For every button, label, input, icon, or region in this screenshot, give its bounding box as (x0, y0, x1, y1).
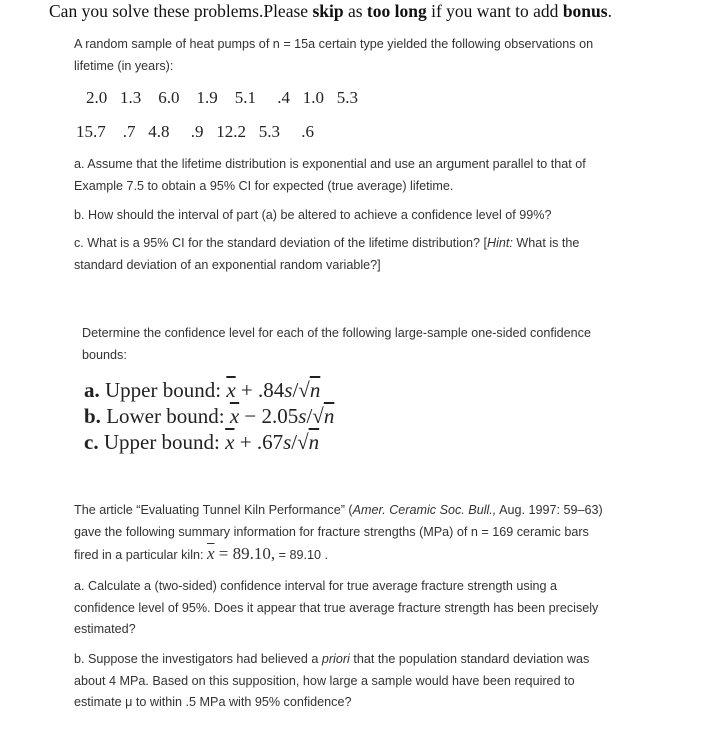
sqrt-icon: √n (298, 378, 321, 402)
problem1-c-line2: standard deviation of an exponential random variable?] (74, 257, 381, 272)
problem3-b-line1-post: that the population standard deviation was (349, 652, 590, 666)
problem1-intro-line2: lifetime (in years): (74, 58, 174, 73)
bound-b-s: s (298, 404, 307, 428)
bound-a-coef: .84 (258, 378, 285, 402)
bound-a-slash: / (292, 378, 299, 402)
bound-b-xbar: $\overline{x}$ (229, 404, 240, 428)
bound-b-text: Lower bound: (106, 404, 225, 428)
problem1-part-b (74, 205, 684, 227)
bound-c-xbar: $\overline{x}$ (225, 430, 235, 454)
problem1-c-line1-pre: c. What is a 95% CI for the standard deviation of the lifetime distribution? [ (74, 236, 488, 250)
bound-c-op: + (234, 430, 257, 454)
problem2-intro-line2: bounds: (82, 347, 127, 362)
problem3-b-line1-pre: b. Suppose the investigators had believed a (74, 652, 322, 666)
bound-c-text: Upper bound: (103, 430, 220, 454)
page-header (49, 1, 612, 22)
bound-b-coef: 2.05 (261, 404, 299, 428)
problem1-c-hint: Hint: (487, 236, 513, 250)
problem3-intro-line3-pre: fired in a particular kiln: (74, 548, 204, 562)
problem1-intro-line1: A random sample of heat pumps of n = 15a certain type yielded the following observations on (74, 37, 594, 51)
problem3-intro-line1 (74, 500, 694, 522)
bound-c-slash: / (291, 430, 298, 454)
bound-a-xbar: $\overline{x}$ (226, 378, 236, 402)
header-skip: skip (312, 1, 344, 21)
header-bonus: bonus (562, 1, 608, 21)
problem3-journal: Amer. Ceramic Soc. Bull., (352, 503, 497, 517)
problem3-xbar: $\overline{x}$ (207, 544, 215, 563)
problem3-b-line1 (74, 649, 694, 671)
bound-b-slash: / (306, 404, 313, 428)
bounds-list (84, 377, 334, 455)
problem3-intro-line3-post: = 89.10 . (275, 548, 329, 562)
data-row-2: 15.7 .7 4.8 .9 12.2 5.3 .6 (76, 122, 314, 141)
sqrt-icon: √n (297, 430, 320, 454)
bound-c-coef: .67 (256, 430, 284, 454)
bound-a-s: s (284, 378, 293, 402)
problem3-intro-line3 (74, 543, 694, 567)
problem3-a-line3: estimated? (74, 622, 136, 636)
problem3-part-b (74, 649, 694, 714)
header-text-2: as (343, 1, 367, 21)
problem1-part-c (74, 233, 684, 276)
bound-a (84, 377, 334, 403)
problem1-a-line2: Example 7.5 to obtain a 95% CI for expected (true average) lifetime. (74, 178, 454, 193)
problem3-a-line1: a. Calculate a (two-sided) confidence interval for true average fracture strength using a (74, 579, 558, 593)
bound-c-n: n (308, 430, 320, 454)
problem3-intro-line2: gave the following summary information for fracture strengths (MPa) of n = 169 ceramic bars (74, 524, 589, 539)
bound-a-text: Upper bound: (105, 378, 222, 402)
problem1-c-line1 (74, 233, 684, 255)
problem3-xbar-eq: = 89.10, (214, 544, 276, 563)
header-text-4: . (607, 1, 612, 21)
problem3-a-line2: confidence level of 95%. Does it appear that true average fracture strength has been precisely (74, 600, 599, 615)
bound-a-op: + (235, 378, 258, 402)
problem2-intro (82, 323, 682, 366)
bound-b (84, 403, 334, 429)
problem3-b-line3: estimate μ to within .5 MPa with 95% confidence? (74, 695, 352, 709)
problem1-part-a (74, 154, 684, 197)
header-too-long: too long (366, 1, 427, 21)
problem2-intro-line1: Determine the confidence level for each of the following large-sample one-sided confidence (82, 326, 591, 340)
problem3-part-a (74, 576, 694, 641)
problem3-intro (74, 500, 694, 567)
header-text-1: Can you solve these problems.Please (49, 1, 313, 21)
data-row-1: 2.0 1.3 6.0 1.9 5.1 .4 1.0 5.3 (86, 88, 358, 107)
bound-b-n: n (323, 404, 335, 428)
bound-c-s: s (283, 430, 292, 454)
problem1-intro (74, 34, 674, 77)
bound-c (84, 429, 334, 455)
problem3-b-priori: priori (321, 652, 350, 666)
problem3-intro-line1-post: Aug. 1997: 59–63) (496, 503, 603, 517)
bound-b-op: − (239, 404, 262, 428)
problem3-b-line2: about 4 MPa. Based on this supposition, how large a sample would have been required to (74, 673, 575, 688)
bound-a-n: n (309, 378, 321, 402)
sqrt-icon: √n (312, 404, 335, 428)
bound-b-label: b. (84, 404, 101, 428)
problem1-a-line1: a. Assume that the lifetime distribution is exponential and use an argument parallel to that of (74, 157, 586, 171)
bound-c-label: c. (84, 430, 99, 454)
problem3-intro-line1-pre: The article “Evaluating Tunnel Kiln Performance” ( (74, 503, 353, 517)
header-text-3: if you want to add (426, 1, 563, 21)
problem1-c-line1-post: What is the (512, 236, 580, 250)
problem1-b-line1: b. How should the interval of part (a) be altered to achieve a confidence level of 99%? (74, 208, 552, 222)
bound-a-label: a. (84, 378, 100, 402)
